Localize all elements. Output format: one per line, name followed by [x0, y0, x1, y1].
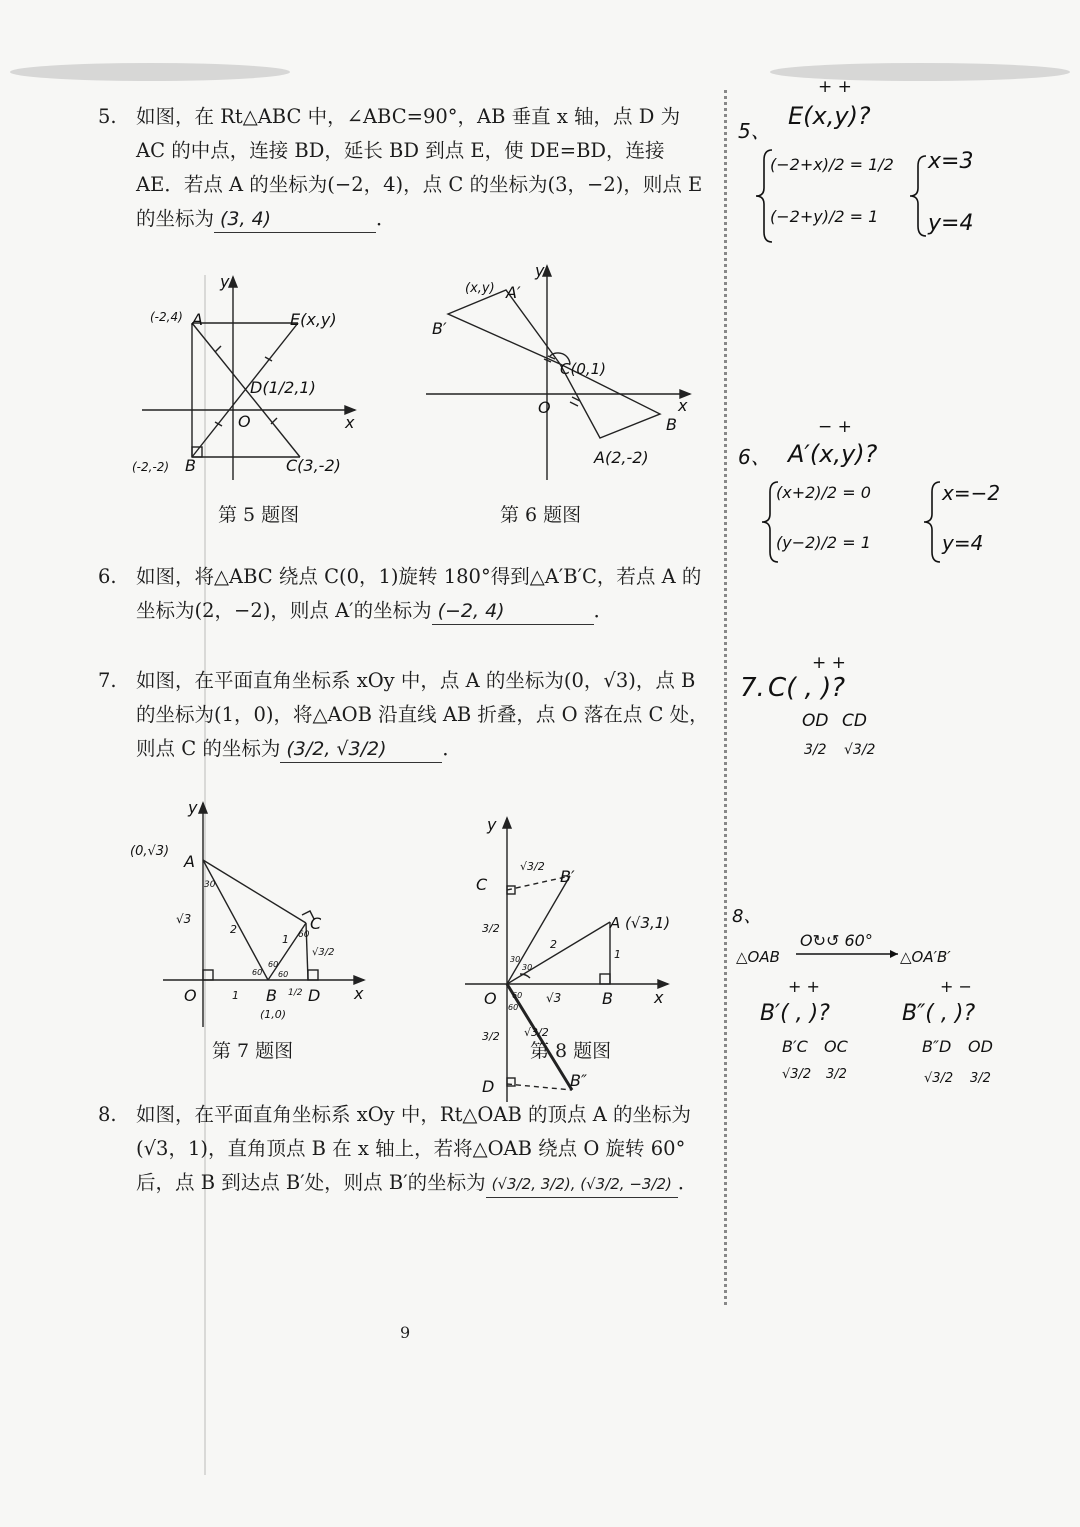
- point-c-label: C: [310, 914, 322, 933]
- note-solution-x: x=3: [928, 149, 974, 174]
- x-axis-label: x: [654, 988, 664, 1007]
- note-rotation: O↻↺ 60°: [800, 931, 873, 950]
- angle-c: 60: [298, 930, 310, 940]
- point-a-coord: (-2,4): [150, 310, 183, 324]
- point-d-label: D: [308, 986, 321, 1005]
- point-b-label: B: [185, 456, 196, 475]
- question-6: [98, 560, 710, 628]
- cb1-length: √3/2: [520, 860, 545, 873]
- note-number: 8、: [732, 906, 762, 927]
- point-c-label: C(0,1): [560, 360, 607, 378]
- note-solution-y: y=4: [942, 531, 984, 555]
- note-number: 6、: [738, 445, 771, 469]
- note-equation-1: (−2+x)/2 = 1/2: [770, 155, 894, 174]
- note-end-triangle: △OA′B′: [900, 948, 951, 966]
- point-b-coord: (-2,-2): [132, 460, 170, 474]
- note-label-b1c: B′C: [782, 1037, 808, 1056]
- point-a1-coord: (x,y): [465, 281, 495, 296]
- y-axis-label: y: [188, 798, 198, 817]
- angle-2: 30: [522, 963, 533, 972]
- cd-length: √3/2: [312, 947, 335, 958]
- note-heading: C( , )?: [768, 673, 846, 703]
- page-number: 9: [400, 1323, 411, 1342]
- question-number: 7.: [98, 669, 117, 692]
- note-equation-1: (x+2)/2 = 0: [776, 483, 871, 502]
- oc-length: 3/2: [482, 922, 500, 935]
- note-label-od: OD: [802, 711, 829, 731]
- note-q6: [738, 417, 1000, 562]
- ac-length: 2: [230, 923, 237, 936]
- db2-length: √3/2: [524, 1026, 549, 1039]
- note-signs-b2: + −: [940, 977, 972, 996]
- point-a-label: A: [184, 852, 195, 871]
- bc-length: 1: [282, 933, 289, 946]
- point-e-label: E(x,y): [290, 310, 337, 329]
- angle-1: 30: [510, 955, 521, 964]
- note-signs: + +: [818, 80, 852, 97]
- note-label-cd: CD: [842, 711, 867, 731]
- origin-label: O: [184, 986, 197, 1005]
- y-axis-label: y: [535, 261, 545, 280]
- point-b2-label: B″: [570, 1071, 587, 1090]
- x-axis-label: x: [678, 396, 688, 415]
- ab-length: 1: [614, 948, 621, 961]
- figure-5: [130, 265, 370, 490]
- note-label-od: OD: [968, 1037, 993, 1056]
- note-value-od: 3/2: [970, 1071, 991, 1086]
- note-value-oc: 3/2: [826, 1067, 847, 1082]
- note-heading-b2: B″( , )?: [902, 1001, 976, 1026]
- y-axis-label: y: [487, 815, 497, 834]
- question-text: 如图，在 Rt△ABC 中，∠ABC=90°，AB 垂直 x 轴，点 D 为 AC 的中点，连接 BD，延长 BD 到点 E，使 DE=BD，连接 AE．若点 A 的坐标为(−2，4)，点 C 的坐标为(3，−2)，则点 E 的坐标为: [136, 105, 703, 230]
- oa-length: √3: [176, 912, 192, 926]
- figure-7: [128, 795, 373, 1030]
- note-solution-x: x=−2: [942, 481, 1001, 505]
- point-a-coord: (0,√3): [130, 844, 170, 859]
- note-label-oc: OC: [824, 1037, 848, 1056]
- point-b-label: B: [266, 986, 277, 1005]
- question-number: 6.: [98, 565, 117, 588]
- point-d-label: D: [482, 1077, 495, 1096]
- question-5: [98, 100, 710, 236]
- note-value-b1c: √3/2: [782, 1067, 812, 1082]
- note-signs: + +: [812, 653, 846, 673]
- figure-6: [420, 258, 700, 488]
- note-q7: [740, 653, 876, 758]
- point-b-label: B: [666, 415, 677, 434]
- question-text: 如图，将△ABC 绕点 C(0，1)旋转 180°得到△A′B′C，若点 A 的坐标为(2，−2)，则点 A′的坐标为: [136, 565, 702, 622]
- question-text: 如图，在平面直角坐标系 xOy 中，Rt△OAB 的顶点 A 的坐标为(√3，1)，直角顶点 B 在 x 轴上，若将△OAB 绕点 O 旋转 60°后，点 B 到达点 B′处，则点 B′的坐标为: [136, 1103, 691, 1194]
- margin-divider: [724, 90, 727, 1305]
- angle-b2: 60: [268, 960, 279, 969]
- caption-figure-6: 第 6 题图: [500, 504, 582, 526]
- point-b1-label: B′: [432, 319, 447, 338]
- note-value-b2d: √3/2: [924, 1071, 954, 1086]
- question-end: ．: [677, 1171, 698, 1194]
- ob-length: √3: [546, 991, 562, 1005]
- note-heading: A′(x,y)?: [788, 440, 878, 468]
- note-value-od: 3/2: [804, 742, 827, 758]
- question-end: ．: [442, 737, 462, 760]
- question-number: 8.: [98, 1103, 117, 1126]
- od-length: 3/2: [482, 1030, 500, 1043]
- note-label-b2d: B″D: [922, 1037, 952, 1056]
- angle-a: 30: [204, 880, 216, 890]
- point-a-label: A (√3,1): [610, 914, 671, 932]
- bd-length: 1/2: [288, 988, 303, 998]
- note-equation-2: (y−2)/2 = 1: [776, 533, 871, 552]
- answer-blank: (3/2, √3/2): [280, 736, 442, 763]
- point-b1-label: B′: [560, 867, 575, 886]
- ob-length: 1: [232, 989, 239, 1002]
- origin-label: O: [538, 398, 551, 417]
- note-number: 5、: [738, 119, 771, 143]
- note-start-triangle: △OAB: [736, 948, 780, 966]
- question-end: ．: [593, 599, 614, 622]
- caption-figure-5: 第 5 题图: [218, 504, 300, 526]
- point-d-label: D(1/2,1): [250, 378, 316, 397]
- point-a-label: A: [192, 310, 203, 329]
- origin-label: O: [238, 412, 251, 431]
- note-value-cd: √3/2: [844, 742, 876, 758]
- angle-b3: 60: [278, 970, 289, 979]
- question-number: 5.: [98, 105, 117, 128]
- point-a-label: A(2,-2): [594, 448, 649, 467]
- note-signs-b1: + +: [788, 977, 820, 996]
- question-7: [98, 664, 710, 766]
- origin-label: O: [484, 989, 497, 1008]
- point-b-label: B: [602, 989, 613, 1008]
- question-end: ．: [376, 207, 396, 230]
- caption-figure-8: 第 8 题图: [530, 1040, 612, 1062]
- note-equation-2: (−2+y)/2 = 1: [770, 207, 879, 226]
- answer-blank: (3, 4): [214, 206, 376, 233]
- point-b-coord: (1,0): [260, 1008, 287, 1021]
- angle-4: 60: [508, 1003, 519, 1012]
- note-q8: [732, 906, 993, 1086]
- point-c-label: C: [476, 875, 488, 894]
- note-solution-y: y=4: [928, 211, 974, 236]
- note-q5: [738, 80, 973, 242]
- point-c-label: C(3,-2): [286, 456, 341, 475]
- angle-b1: 60: [252, 968, 263, 977]
- note-heading-b1: B′( , )?: [760, 1001, 830, 1026]
- note-signs: − +: [818, 417, 852, 437]
- question-8: [98, 1098, 710, 1200]
- angle-3: 60: [512, 991, 523, 1000]
- note-number: 7.: [740, 673, 765, 703]
- question-text: 如图，在平面直角坐标系 xOy 中，点 A 的坐标为(0，√3)，点 B 的坐标为(1，0)，将△AOB 沿直线 AB 折叠，点 O 落在点 C 处，则点 C 的坐标为: [136, 669, 709, 760]
- point-a1-label: A′: [506, 283, 521, 302]
- margin-notes: [730, 80, 1075, 1110]
- oa-length: 2: [550, 938, 557, 951]
- y-axis-label: y: [220, 272, 230, 291]
- x-axis-label: x: [345, 413, 355, 432]
- x-axis-label: x: [354, 984, 364, 1003]
- caption-figure-7: 第 7 题图: [212, 1040, 294, 1062]
- answer-blank: (−2, 4): [432, 598, 594, 625]
- answer-blank: (√3/2, 3/2), (√3/2, −3/2): [486, 1171, 678, 1198]
- note-heading: E(x,y)?: [788, 102, 871, 130]
